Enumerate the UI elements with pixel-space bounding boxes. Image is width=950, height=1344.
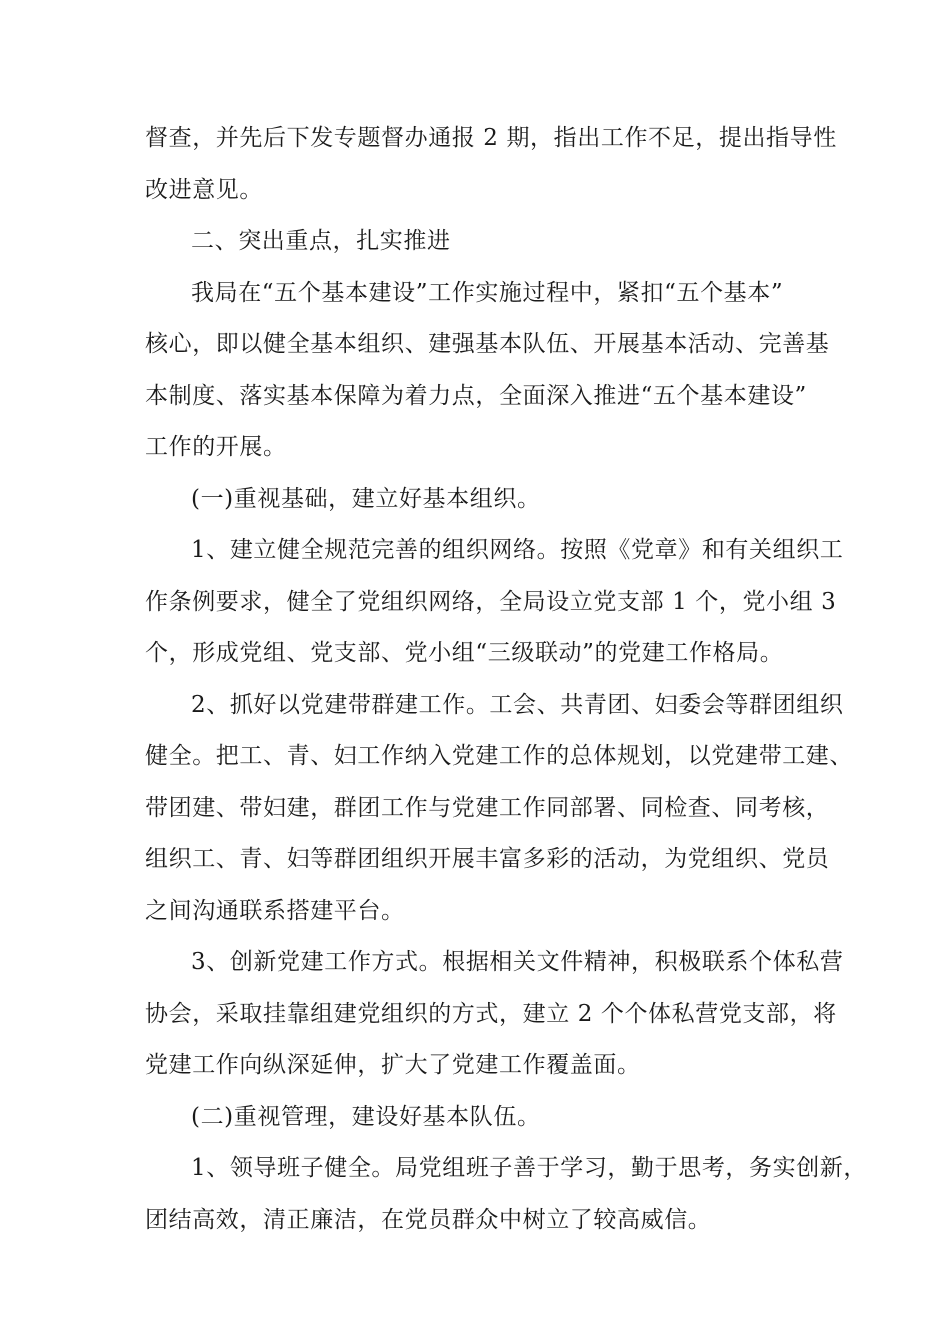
text-line: 团结高效，清正廉洁，在党员群众中树立了较高威信。 bbox=[145, 1207, 712, 1233]
section-heading: 二、突出重点，扎实推进 bbox=[191, 228, 451, 254]
text-line: 我局在“五个基本建设”工作实施过程中，紧扣“五个基本” bbox=[191, 280, 784, 306]
text-line: 党建工作向纵深延伸，扩大了党建工作覆盖面。 bbox=[145, 1052, 641, 1078]
text-line: 1、建立健全规范完善的组织网络。按照《党章》和有关组织工 bbox=[191, 537, 844, 563]
text-line: 本制度、落实基本保障为着力点，全面深入推进“五个基本建设” bbox=[145, 383, 807, 409]
text-line: 个，形成党组、党支部、党小组“三级联动”的党建工作格局。 bbox=[145, 640, 784, 666]
text-line: 带团建、带妇建，群团工作与党建工作同部署、同检查、同考核， bbox=[145, 795, 830, 821]
text-line: 协会，采取挂靠组建党组织的方式，建立 2 个个体私营党支部，将 bbox=[145, 1001, 837, 1027]
text-line: 健全。把工、青、妇工作纳入党建工作的总体规划，以党建带工建、 bbox=[145, 743, 853, 769]
text-line: 核心，即以健全基本组织、建强基本队伍、开展基本活动、完善基 bbox=[145, 331, 830, 357]
text-line: 1、领导班子健全。局党组班子善于学习，勤于思考，务实创新， bbox=[191, 1155, 868, 1181]
text-line: 改进意见。 bbox=[145, 177, 263, 203]
subsection-heading: (一)重视基础，建立好基本组织。 bbox=[191, 486, 541, 512]
subsection-heading: (二)重视管理，建设好基本队伍。 bbox=[191, 1104, 541, 1130]
text-line: 之间沟通联系搭建平台。 bbox=[145, 898, 405, 924]
text-line: 组织工、青、妇等群团组织开展丰富多彩的活动，为党组织、党员 bbox=[145, 846, 830, 872]
text-line: 2、抓好以党建带群建工作。工会、共青团、妇委会等群团组织 bbox=[191, 692, 844, 718]
text-line: 作条例要求，健全了党组织网络，全局设立党支部 1 个，党小组 3 bbox=[145, 589, 837, 615]
text-line: 工作的开展。 bbox=[145, 434, 287, 460]
text-line: 3、创新党建工作方式。根据相关文件精神，积极联系个体私营 bbox=[191, 949, 844, 975]
text-line: 督查，并先后下发专题督办通报 2 期，指出工作不足，提出指导性 bbox=[145, 125, 837, 151]
